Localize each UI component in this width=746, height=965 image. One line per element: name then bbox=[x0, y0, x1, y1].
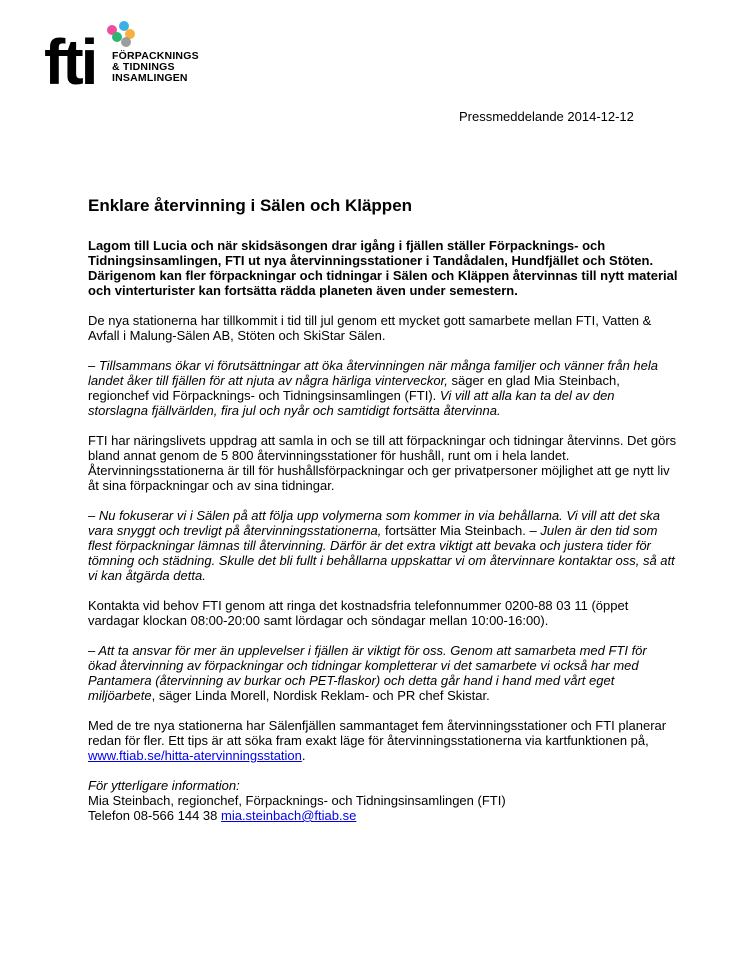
station-map-link[interactable]: www.ftiab.se/hitta-atervinningsstation bbox=[88, 748, 302, 763]
quote-paragraph-1 bbox=[88, 358, 678, 418]
contact-block bbox=[88, 778, 678, 823]
paragraph-4 bbox=[88, 718, 678, 763]
quote-3-attribution: , säger Linda Morell, Nordisk Reklam- och PR chef Skistar. bbox=[151, 688, 490, 703]
quote-1-italic: – Tillsammans ökar vi förutsättningar att öka återvinningen när många familjer och vänner från hela landet åker till fjällen för att njuta av några härliga vinterveckor, bbox=[88, 358, 659, 388]
paragraph-1: De nya stationerna har tillkommit i tid till jul genom ett mycket gott samarbete mellan FTI, Vatten & Avfall i Malung-Sälen AB, Stöten och SkiStar Sälen. bbox=[88, 313, 652, 343]
paragraph-4-text: Med de tre nya stationerna har Sälenfjällen sammantaget fem återvinningsstationer och FTI planerar redan för fler. Ett tips är att söka fram exakt läge för återvinningsstationerna via kartfunktionen på, bbox=[88, 718, 667, 748]
press-release-date: Pressmeddelande 2014-12-12 bbox=[459, 109, 634, 124]
article-body bbox=[88, 238, 678, 838]
dot-gray bbox=[121, 37, 131, 47]
quote-2-italic-2: – Julen är den tid som flest förpackningar lämnas till återvinning. Därför är det extra viktigt att bevaka och justera tider för tömning och städning. Skulle det bli fullt i behållarna uppskattar vi om återvinnare kontaktar oss, så att vi kan åtgärda detta. bbox=[88, 523, 675, 583]
article-title: Enklare återvinning i Sälen och Kläppen bbox=[88, 196, 413, 215]
quote-paragraph-3 bbox=[88, 643, 678, 703]
paragraph-2: FTI har näringslivets uppdrag att samla in och se till att förpackningar och tidningar återvinns. Det görs bland annat genom de 5 800 återvinningsstationer för hushåll, runt om i hela landet. Återvinningsstationerna är till för hushållsförpackningar och ger privatpersoner möjlighet att ge nytt liv åt sina förpackningar och av sina tidningar. bbox=[88, 433, 677, 493]
dot-green bbox=[112, 32, 122, 42]
quote-paragraph-2 bbox=[88, 508, 678, 583]
logo-text bbox=[112, 51, 199, 84]
quote-1-italic-2: Vi vill att alla kan ta del av den storslagna fjällvärlden, fira jul och nyår och samtidigt fortsätta återvinna. bbox=[88, 388, 615, 418]
quote-2-attribution: fortsätter Mia Steinbach. bbox=[381, 523, 530, 538]
logo-wordmark: fti bbox=[44, 26, 96, 98]
logo-line-1: FÖRPACKNINGS bbox=[112, 50, 199, 62]
contact-email-link[interactable]: mia.steinbach@ftiab.se bbox=[221, 808, 357, 823]
paragraph-3: Kontakta vid behov FTI genom att ringa det kostnadsfria telefonnummer 0200-88 03 11 (öppet vardagar klockan 08:00-20:00 samt lördagar och söndagar mellan 10:00-16:00). bbox=[88, 598, 629, 628]
logo-line-2: & TIDNINGS bbox=[112, 61, 175, 73]
contact-name: Mia Steinbach, regionchef, Förpacknings- och Tidningsinsamlingen (FTI) bbox=[88, 793, 506, 808]
logo-line-3: INSAMLINGEN bbox=[112, 72, 188, 84]
contact-phone: Telefon 08-566 144 38 bbox=[88, 808, 221, 823]
paragraph-4-end: . bbox=[301, 748, 306, 763]
quote-3-italic: – Att ta ansvar för mer än upplevelser i fjällen är viktigt för oss. Genom att samarbeta med FTI för ökad återvinning av förpackningar och tidningar kompletterar vi det samarbete vi också har med Pantamera (återvinning av burkar och PET-flaskor) och detta går hand i hand med vårt eget miljöarbete bbox=[88, 643, 647, 703]
lead-paragraph: Lagom till Lucia och när skidsäsongen drar igång i fjällen ställer Förpacknings- och Tidningsinsamlingen, FTI ut nya återvinningsstationer i Tandådalen, Hundfjället och Stöten. Därigenom kan fler förpackningar och tidningar i Sälen och Kläppen återvinnas till nytt material och vinterturister kan fortsätta rädda planeten även under semestern. bbox=[88, 238, 678, 298]
quote-2-italic: – Nu fokuserar vi i Sälen på att följa upp volymerna som kommer in via behållarna. Vi vill att det ska vara snyggt och trevligt på återvinningsstationerna, bbox=[88, 508, 661, 538]
quote-1-attribution: säger en glad Mia Steinbach, regionchef vid Förpacknings- och Tidningsinsamlingen (FTI). bbox=[88, 373, 620, 403]
dot-blue bbox=[119, 21, 129, 31]
contact-heading: För ytterligare information: bbox=[88, 778, 240, 793]
